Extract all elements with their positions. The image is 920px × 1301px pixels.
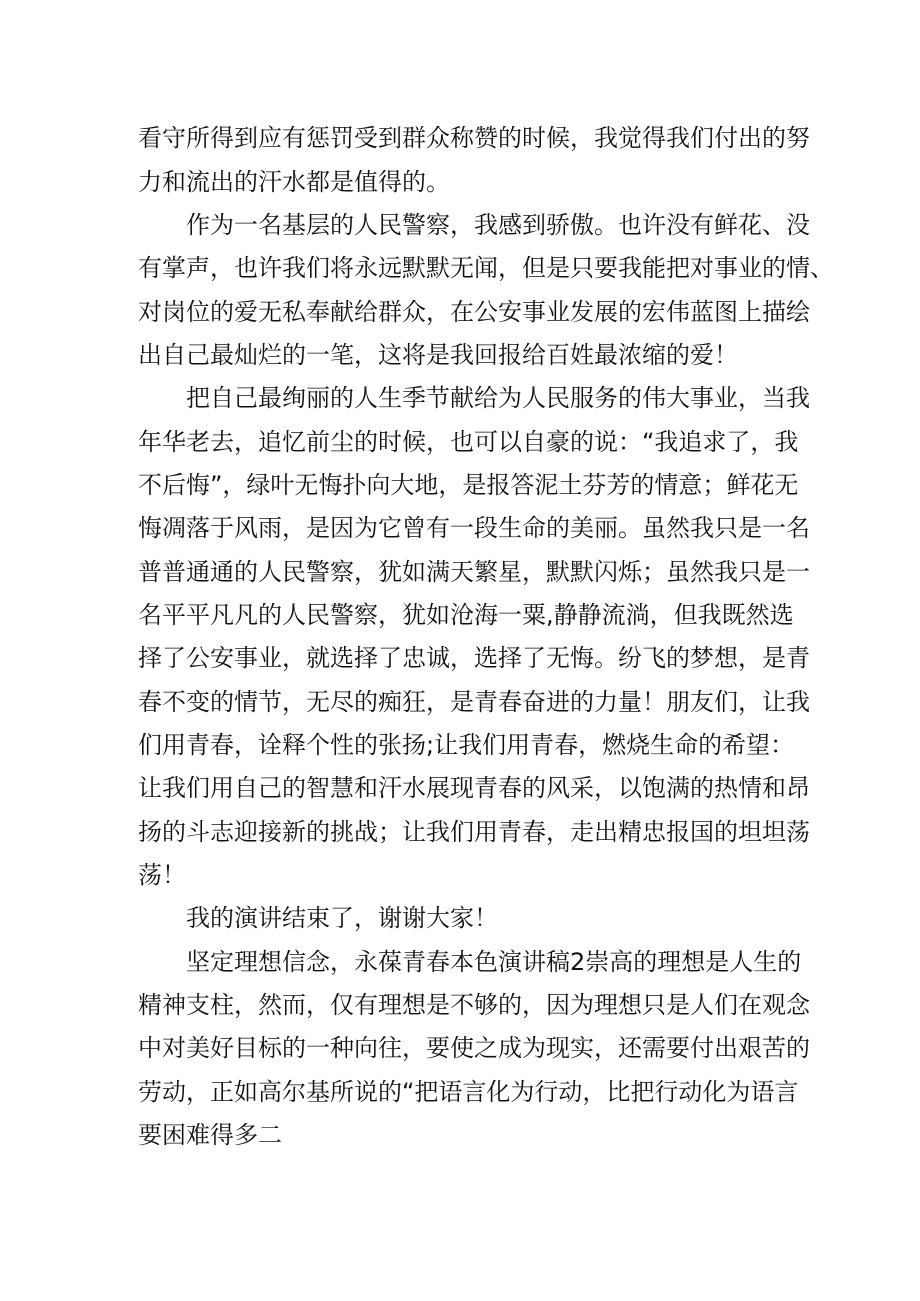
paragraph-start-line: 把自己最绚丽的人生季节献给为人民服务的伟大事业，当我 — [186, 384, 810, 412]
paragraph-start-line: 我的演讲结束了，谢谢大家！ — [186, 904, 498, 932]
text-line: 悔凋落于风雨，是因为它曾有一段生命的美丽。虽然我只是一名 — [138, 514, 810, 542]
paragraph-start-line: 坚定理想信念，永葆青春本色演讲稿2崇高的理想是人生的 — [186, 948, 802, 976]
text-line: 劳动，正如高尔基所说的“把语言化为行动，比把行动化为语言 — [138, 1078, 799, 1106]
text-line: 扬的斗志迎接新的挑战；让我们用青春，走出精忠报国的坦坦荡 — [138, 818, 810, 846]
text-line: 中对美好目标的一种向往，要使之成为现实，还需要付出艰苦的 — [138, 1034, 810, 1062]
text-line: 力和流出的汗水都是值得的。 — [138, 168, 450, 196]
text-line: 择了公安事业，就选择了忠诚，选择了无悔。纷飞的梦想，是青 — [138, 644, 810, 672]
text-line: 年华老去，追忆前尘的时候，也可以自豪的说：“我追求了，我 — [138, 428, 799, 456]
text-line: 对岗位的爱无私奉献给群众，在公安事业发展的宏伟蓝图上描绘 — [138, 298, 810, 326]
text-line: 春不变的情节，无尽的痴狂，是青春奋进的力量！朋友们，让我 — [138, 688, 810, 716]
text-line: 有掌声，也许我们将永远默默无闻，但是只要我能把对事业的情、 — [138, 254, 834, 282]
text-line: 精神支柱，然而，仅有理想是不够的，因为理想只是人们在观念 — [138, 991, 810, 1019]
text-line: 出自己最灿烂的一笔，这将是我回报给百姓最浓缩的爱！ — [138, 341, 738, 369]
text-line: 荡！ — [138, 861, 186, 889]
text-line: 们用青春，诠释个性的张扬;让我们用青春，燃烧生命的希望： — [138, 731, 795, 759]
paragraph-start-line: 作为一名基层的人民警察，我感到骄傲。也许没有鲜花、没 — [186, 211, 810, 239]
text-line: 看守所得到应有惩罚受到群众称赞的时候，我觉得我们付出的努 — [138, 124, 810, 152]
text-line: 名平平凡凡的人民警察，犹如沧海一粟,静静流淌，但我既然选 — [138, 601, 794, 629]
text-line: 让我们用自己的智慧和汗水展现青春的风采，以饱满的热情和昂 — [138, 774, 810, 802]
text-line: 普普通通的人民警察，犹如满天繁星，默默闪烁；虽然我只是一 — [138, 558, 810, 586]
text-line: 不后悔”，绿叶无悔扑向大地，是报答泥土芬芳的情意；鲜花无 — [138, 471, 799, 499]
text-line: 要困难得多二 — [138, 1121, 282, 1149]
